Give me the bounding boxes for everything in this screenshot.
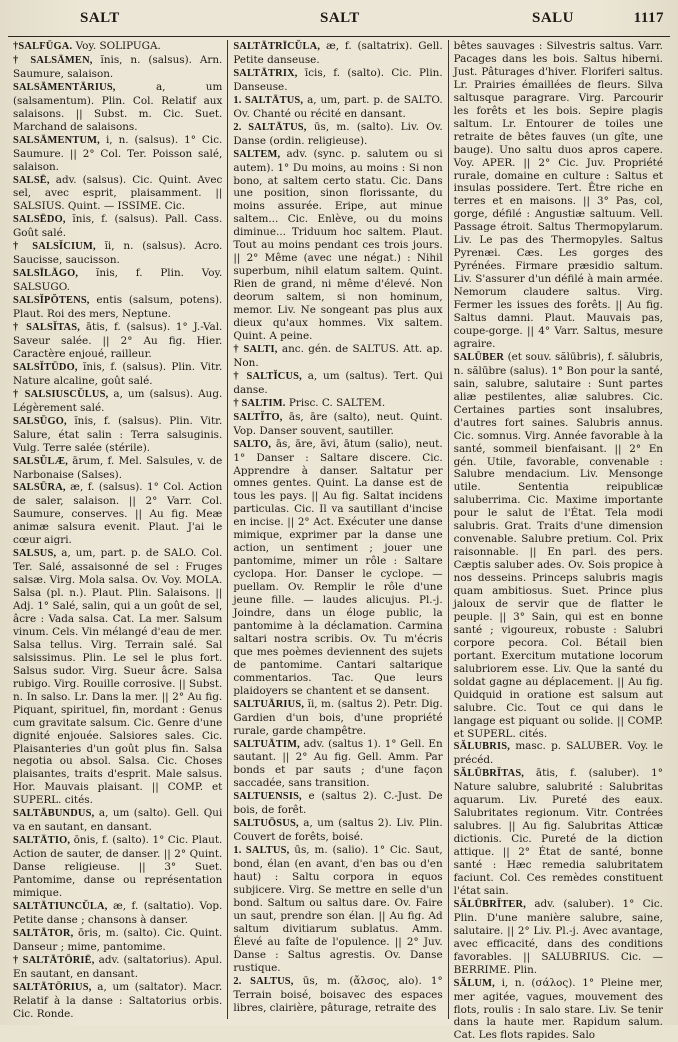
- entry-headword: 2. SALTUS,: [233, 975, 294, 987]
- entry-definition: ĭnis, n. (salsus). Arn. Saumure, salaison.: [13, 53, 223, 80]
- entry-definition: adv. (salsus). Cic. Quint. Avec sel, avec esprit, plaisamment. || SALSIUS. Quint. — ISSIME. Cic.: [13, 173, 223, 213]
- entry-headword: SALTĀTIO,: [13, 835, 71, 847]
- entry-headword: †SALFŪGA.: [13, 41, 73, 52]
- entry-headword: SĂLŪBRĬTER,: [453, 898, 527, 910]
- entry-headword: † SALSĀMEN,: [13, 54, 93, 66]
- entry-definition: īcis, f. (salto). Cic. Plin. Danseuse.: [233, 66, 443, 93]
- entry-definition: ĭnis, f. Plin. Voy. SALSUGO.: [13, 267, 223, 294]
- dictionary-entry: [13, 361, 222, 388]
- entry-definition: ĭnis, f. (salsus). Plin. Vitr. Salure, état salin : Terra salsuginis. Vulg. Terre salée (stérile).: [13, 414, 223, 454]
- header-rule: [8, 36, 670, 37]
- entry-definition: ārum, f. Mel. Salsules, v. de Narbonaise (Salses).: [13, 454, 223, 481]
- entry-definition: æ, f. (saltatio). Vop. Petite danse ; chansons à danser.: [13, 899, 223, 926]
- entry-definition: adv. (saltatorius). Apul. En sautant, en dansant.: [13, 953, 223, 980]
- dictionary-entry: [454, 740, 663, 767]
- entry-headword: SALSUS,: [13, 548, 57, 560]
- dictionary-entry: [233, 817, 442, 844]
- dictionary-entry: [233, 40, 442, 67]
- header-left-guide-word: SALT: [80, 10, 120, 26]
- entry-definition: æ, f. (salsus). 1° Col. Action de saler, salaison. || 2° Varr. Col. Saumure, conserves. || Au fig. Meæ animæ salsura evenit. Plaut. J'ai le cœur aigri.: [13, 481, 223, 547]
- entry-headword: 1. SALTUS,: [233, 845, 290, 857]
- entry-headword: † SALSĬCIUM,: [13, 241, 96, 253]
- dictionary-columns: [8, 40, 668, 1042]
- entry-headword: SALSĀMENTUM,: [13, 134, 100, 146]
- dictionary-entry: [13, 321, 222, 361]
- dictionary-entry: [233, 94, 442, 121]
- dictionary-entry: [233, 738, 442, 791]
- dictionary-entry: [454, 351, 663, 741]
- dictionary-entry: [13, 40, 222, 54]
- entry-headword: † SALTI,: [233, 343, 278, 355]
- dictionary-entry: [233, 438, 442, 698]
- entry-headword: SALTĀTRIX,: [233, 67, 298, 79]
- entry-headword: SALSŪGO,: [13, 415, 67, 427]
- entry-headword: SALTĀTIUNCŬLA,: [13, 900, 108, 912]
- entry-headword: SALTĀBUNDUS,: [13, 808, 95, 820]
- entry-headword: SALTO,: [233, 438, 272, 450]
- dictionary-entry: [13, 174, 222, 214]
- dictionary-entry: [233, 121, 442, 148]
- entry-definition: adv. (saltus 1). 1° Gell. En sautant. || 2° Au fig. Gell. Amm. Par bonds et par sauts ; d'une façon saccadée, sans transition.: [233, 737, 443, 790]
- dictionary-entry: [13, 807, 222, 834]
- dictionary-entry: [233, 343, 442, 370]
- entry-headword: SALSĪLĀGO,: [13, 268, 79, 280]
- dictionary-entry: [13, 54, 222, 81]
- entry-headword: SALTĬTO,: [233, 411, 283, 423]
- entry-definition: adv. (sync. p. salutem ou si autem). 1° Du moins, au moins : Si non bono, at saltem certo statu. Cic. Dans une position, sinon florissante, du moins assurée. Eripe, aut minue saltem... Cic. Enlève, ou du moins diminue... Triduum hoc saltem. Plaut. Tout au moins pendant ces trois jours. || 2° Même (avec une négat.) : Nihil superbum, nihil elatum saltem. Quint. Rien de grand, ni même d'élevé. Non deorum saltem, si non hominum, memor. Liv. Ne songeant pas plus aux dieux qu'aux hommes. Vix saltem. Quint. A peine.: [233, 147, 443, 342]
- header-right-guide-word: SALU: [532, 10, 575, 26]
- entry-headword: SALTEM,: [233, 148, 281, 160]
- entry-definition: anc. gén. de SALTUS. Att. ap. Non.: [233, 342, 443, 369]
- entry-definition: adv. (saluber). 1° Cic. Plin. D'une manière salubre, saine, salutaire. || 2° Liv. Pl.-j. Avec avantage, avec efficacité, dans des conditions favorables. || SALUBRIUS. Cic. — BERRIME. Plin.: [453, 897, 663, 976]
- entry-definition: masc. p. SALUBER. Voy. le précéd.: [453, 740, 663, 767]
- dictionary-entry: [13, 240, 222, 267]
- entry-definition: æ, f. (saltatrix). Gell. Petite danseuse.: [233, 40, 443, 66]
- dictionary-entry: [13, 954, 222, 981]
- entry-headword: SALSŬLÆ,: [13, 455, 69, 467]
- entry-definition: (et souv. sălūbris), f. sălubris, n. sălūbre (salus). 1° Bon pour la santé, sain, salubre, salutaire : Sunt partes aliæ pestilentes, aliæ salubres. Cic. Certaines parties sont insalubres, d'autres fort saines. Salubris annus. Cic. somnus. Virg. Année favorable à la santé, sommeil bienfaisant. || 2° En gén. Utile, favorable, convenable : Salubre mendacium. Liv. Mensonge utile. Sententia reipublicæ saluberrima. Cic. Maxime importante pour le salut de l'État. Tela modi salubris. Grat. Traits d'une dimension convenable. Salubre pretium. Col. Prix raisonnable. || En parl. des pers. Cæptis saluber ades. Ov. Sois propice à nos desseins. Princeps salubris magis quam ambitiosus. Suet. Prince plus jaloux de servir que de flatter le peuple. || 3° Sain, qui est en bonne santé ; vigoureux, robuste : Salubri corpore pecora. Col. Bétail bien portant. Exercitum mutatione locorum salubriorem esse. Liv. Que la santé du soldat gagne au déplacement. || Au fig. Quidquid in oratione est salsum aut salubre. Cic. Tout ce qui dans le langage est piquant ou solide. || COMP. et SUPERL. cités.: [453, 350, 663, 740]
- dictionary-entry: [13, 900, 222, 927]
- dictionary-entry: [13, 834, 222, 900]
- entry-definition: ōris, m. (salto). Cic. Quint. Danseur ; mime, pantomime.: [13, 926, 223, 953]
- dictionary-entry: [13, 481, 222, 547]
- entry-definition: a, um, part. p. de SALTO. Ov. Chanté ou récité en dansant.: [233, 93, 443, 120]
- running-header: [20, 10, 664, 34]
- dictionary-entry: [13, 294, 222, 321]
- dictionary-entry: [233, 844, 442, 975]
- entry-headword: 2. SALTĀTUS,: [233, 121, 307, 133]
- entry-headword: SALTUENSIS,: [233, 791, 302, 803]
- entry-headword: † SALSĬTAS,: [13, 322, 81, 334]
- dictionary-entry: [13, 547, 222, 807]
- entry-definition: entis (salsum, potens). Plaut. Roi des mers, Neptune.: [13, 294, 223, 321]
- column-2: [227, 40, 447, 1019]
- entry-definition: ōnis, f. (salto). 1° Cic. Plaut. Action de sauter, de danser. || 2° Quint. Danse religieuse. || 3° Suet. Pantomime, danse ou représentation mimique.: [13, 834, 223, 899]
- entry-headword: SĂLUM,: [453, 977, 495, 989]
- entry-headword: SALSĀMENTĀRIUS,: [13, 81, 116, 93]
- entry-headword: SĂLUBRIS,: [453, 741, 511, 753]
- dictionary-entry: [454, 40, 663, 351]
- dictionary-entry: [454, 767, 663, 898]
- entry-definition: ās, āre (salto), neut. Quint. Vop. Danser souvent, sautiller.: [233, 410, 443, 437]
- entry-headword: SALSĒDO,: [13, 214, 66, 226]
- entry-headword: SALSĬTŪDO,: [13, 361, 78, 373]
- dictionary-entry: [13, 388, 222, 415]
- entry-definition: ĭnis, f. (salsus). Pall. Cass. Goût salé.: [13, 213, 223, 240]
- dictionary-entry: [13, 134, 222, 174]
- page-number: 1117: [633, 10, 664, 26]
- entry-definition: ĭnis, f. (salsus). Plin. Vitr. Nature alcaline, goût salé.: [13, 360, 223, 387]
- entry-definition: ĭi, n. (salsus). Acro. Saucisse, saucisson.: [13, 240, 223, 267]
- entry-headword: SALŪBER: [453, 351, 505, 363]
- dictionary-entry: [233, 411, 442, 438]
- entry-definition: a, um (saltus). Tert. Qui danse.: [233, 369, 443, 396]
- entry-headword: SALSĒ,: [13, 174, 50, 186]
- entry-headword: SALTĀTOR,: [13, 927, 74, 939]
- entry-definition: a, um (saltus 2). Liv. Plin. Couvert de forêts, boisé.: [233, 817, 443, 844]
- dictionary-entry: [13, 927, 222, 954]
- dictionary-entry: [233, 975, 442, 1015]
- entry-headword: SĂLŪBRĬTAS,: [453, 768, 525, 780]
- dictionary-entry: [13, 81, 222, 134]
- entry-headword: SALTUŌSUS,: [233, 818, 299, 830]
- dictionary-entry: [233, 67, 442, 94]
- dictionary-entry: [233, 790, 442, 817]
- entry-definition: bêtes sauvages : Silvestris saltus. Varr. Pacages dans les bois. Saltus hiberni. Just. Pâturages d'hiver. Floriferi saltus. Lr. Prairies émaillées de fleurs. Silva saltusque paragrare. Virg. Parcourir les forêts et les bois. Sepire plagis saltum. Lr. Entourer de toiles une retraite de bêtes fauves (un gîte, une bauge). Uno saltu duos apros capere. Voy. APER. || 2° Cic. Juv. Propriété rurale, domaine en culture : Saltus et insulas possidere. Tert. Être riche en terres et en maisons. || 3° Pas, col, gorge, défilé : Angustiæ saltuum. Vell. Passage étroit. Saltus Thermopylarum. Liv. Le pas des Thermopyles. Saltus Pyrenæi. Cæs. Les gorges des Pyrénées. Firmare præsidio saltum. Liv. S'assurer d'un défilé à main armée. Nemorum claudere saltus. Virg. Fermer les issues des forêts. || Au fig. Saltus damni. Plaut. Mauvais pas, coupe-gorge. || 4° Varr. Saltus, mesure agraire.: [453, 40, 663, 350]
- dictionary-entry: [454, 977, 663, 1042]
- entry-definition: a, um (salsamentum). Plin. Col. Relatif aux salaisons. || Subst. m. Cic. Suet. Marchand de salaisons.: [13, 80, 223, 133]
- entry-definition: e (saltus 2). C.-Just. De bois, de forêt.: [233, 790, 443, 817]
- entry-definition: Prisc. C. SALTEM.: [288, 396, 386, 409]
- entry-definition: ātis, f. (salsus). 1° J.-Val. Saveur salée. || 2° Au fig. Hier. Caractère enjoué, railleur.: [13, 321, 223, 360]
- entry-headword: † SALTIM.: [233, 397, 286, 409]
- dictionary-entry: [13, 455, 222, 482]
- entry-headword: SALTĀTŌRIUS,: [13, 981, 92, 993]
- column-1: [8, 40, 227, 1019]
- entry-headword: SALTĀTRĪCŬLA,: [233, 41, 321, 52]
- entry-headword: SALTUĀTIM,: [233, 738, 300, 750]
- column-3: [448, 40, 668, 1042]
- entry-headword: SALSĬPŎTENS,: [13, 295, 90, 307]
- dictionary-entry: [233, 698, 442, 738]
- entry-headword: SALSŪRA,: [13, 482, 66, 494]
- entry-headword: † SALSIUSCŬLUS,: [13, 388, 109, 400]
- dictionary-entry: [454, 898, 663, 977]
- header-center-guide-word: SALT: [320, 10, 360, 26]
- entry-definition: ās, āre, āvi, ātum (salio), neut. 1° Danser : Saltare discere. Cic. Apprendre à danser. Saltatur per omnes gentes. Quint. La danse est de tous les pays. || Au fig. Saltat incidens particulas. Cic. Il va sautillant d'incise en incise. || 2° Act. Exécuter une danse mimique, exprimer par la danse une action, un sentiment ; jouer une pantomime, mimer un rôle : Saltare cyclopa. Hor. Danser le cyclope. — puellam. Ov. Remplir le rôle d'une jeune fille. — laudes alicujus. Pl.-j. Joindre, dans un éloge public, la pantomime à la déclamation. Carmina saltari nostra scribis. Ov. Tu m'écris que mes poèmes deviennent des sujets de pantomime. Cantari saltarique commentarios. Tac. Que leurs plaidoyers se chantent et se dansent.: [233, 437, 443, 697]
- entry-definition: ĭi, m. (saltus 2). Petr. Dig. Gardien d'un bois, d'une propriété rurale, garde champêtre.: [233, 697, 443, 737]
- entry-definition: i, n. (salsus). 1° Cic. Saumure. || 2° Col. Ter. Poisson salé, salaison.: [13, 133, 223, 173]
- entry-definition: ūs, m. (salio). 1° Cic. Saut, bond, élan (en avant, d'en bas ou d'en haut) : Saltu corpora in equos subjicere. Virg. Se mettre en selle d'un bond. Saltum ou saltus dare. Ov. Faire un saut, prendre son élan. || Au fig. Ad saltum divitiarum sublatus. Amm. Élevé au faîte de l'opulence. || 2° Juv. Danse : Saltus agrestis. Ov. Danse rustique.: [233, 844, 443, 974]
- entry-headword: † SALTĀTŌRIĒ,: [13, 954, 95, 966]
- dictionary-entry: [13, 415, 222, 455]
- entry-definition: ūs, m. (ἄλσος, alo). 1° Terrain boisé, boisavec des espaces libres, clairière, pâturage, retraite des: [233, 974, 443, 1014]
- entry-headword: 1. SALTĀTUS,: [233, 94, 304, 106]
- entry-definition: a, um (salto). Gell. Qui va en sautant, en dansant.: [13, 807, 223, 834]
- entry-definition: Voy. SOLIPUGA.: [75, 40, 161, 52]
- entry-headword: † SALTĬCUS,: [233, 370, 302, 382]
- entry-definition: ūs, m. (salto). Liv. Ov. Danse (ordin. religieuse).: [233, 120, 443, 147]
- dictionary-entry: [13, 213, 222, 240]
- entry-headword: SALTUĀRIUS,: [233, 698, 305, 710]
- dictionary-entry: [233, 370, 442, 397]
- dictionary-entry: [13, 267, 222, 294]
- dictionary-entry: [233, 148, 442, 343]
- entry-definition: a, um (saltator). Macr. Relatif à la danse : Saltatorius orbis. Cic. Ronde.: [13, 980, 223, 1020]
- entry-definition: ātis, f. (saluber). 1° Nature salubre, salubrité : Salubritas aquarum. Liv. Pureté des eaux. Salubritates regionum. Vitr. Contrées salubres. || Au fig. Salubritas Atticæ dictionis. Cic. Pureté de la diction attique. || 2° État de santé, bonne santé : Hæc remedia salubritatem faciunt. Col. Ces remèdes constituent l'état sain.: [453, 767, 663, 897]
- entry-definition: a, um, part. p. de SALO. Col. Ter. Salé, assaisonné de sel : Fruges salsæ. Virg. Mola salsa. Ov. Voy. MOLA. Salsa (pl. n.). Plaut. Plin. Salaisons. || Adj. 1° Salé, salin, qui a un goût de sel, âcre : Vada salsa. Cat. La mer. Salsum vinum. Cels. Vin mélangé d'eau de mer. Salsa tellus. Virg. Terrain salé. Sal salsissimus. Plin. Le sel le plus fort. Salsus sudor. Virg. Sueur âcre. Salsa rubigo. Virg. Rouille corrosive. || Subst. n. In salso. Lr. Dans la mer. || 2° Au fig. Piquant, spirituel, fin, mordant : Genus cum gravitate salsum. Cic. Genre d'une dignité enjouée. Salsiores sales. Cic. Plaisanteries d'un goût plus fin. Salsa negotia ou absol. Salsa. Cic. Choses plaisantes, traits d'esprit. Male salsus. Hor. Mauvais plaisant. || COMP. et SUPERL. cités.: [13, 547, 223, 807]
- entry-definition: i, n. (σάλος). 1° Pleine mer, mer agitée, vagues, mouvement des flots, roulis : In salo stare. Liv. Se tenir dans la haute mer. Rapidum salum. Cat. Les flots rapides. Salo: [453, 976, 663, 1042]
- dictionary-entry: [233, 397, 442, 411]
- dictionary-entry: [13, 981, 222, 1021]
- entry-definition: a, um (salsus). Aug. Légèrement salé.: [13, 387, 223, 414]
